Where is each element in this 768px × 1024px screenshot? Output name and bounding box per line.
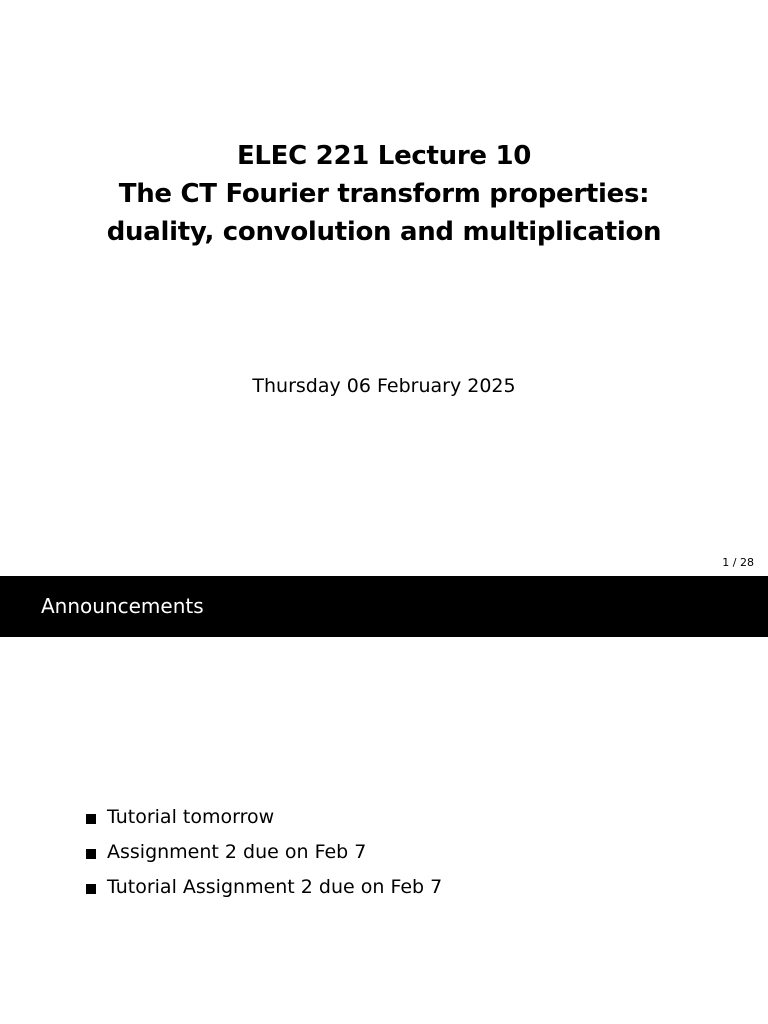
title-line-course: ELEC 221 Lecture 10 [236, 141, 532, 171]
page-number: 1 / 28 [722, 556, 754, 569]
announcement-list [0, 802, 768, 907]
frame-title: Announcements [41, 594, 204, 618]
list-item-text: Tutorial Assignment 2 due on Feb 7 [107, 876, 443, 898]
list-item-text: Assignment 2 due on Feb 7 [107, 841, 367, 863]
title-line-subtopic: duality, convolution and multiplication [106, 217, 662, 247]
title-line-topic: The CT Fourier transform properties: [118, 179, 650, 209]
lecture-date: Thursday 06 February 2025 [252, 375, 516, 397]
frame-header [0, 576, 768, 637]
announcements-slide [0, 576, 768, 1024]
lecture-title [0, 137, 768, 251]
list-item [0, 837, 768, 872]
bullet-square-icon [86, 849, 96, 859]
bullet-square-icon [86, 884, 96, 894]
list-item-text: Tutorial tomorrow [107, 806, 275, 828]
list-item [0, 802, 768, 837]
list-item [0, 872, 768, 907]
bullet-square-icon [86, 814, 96, 824]
